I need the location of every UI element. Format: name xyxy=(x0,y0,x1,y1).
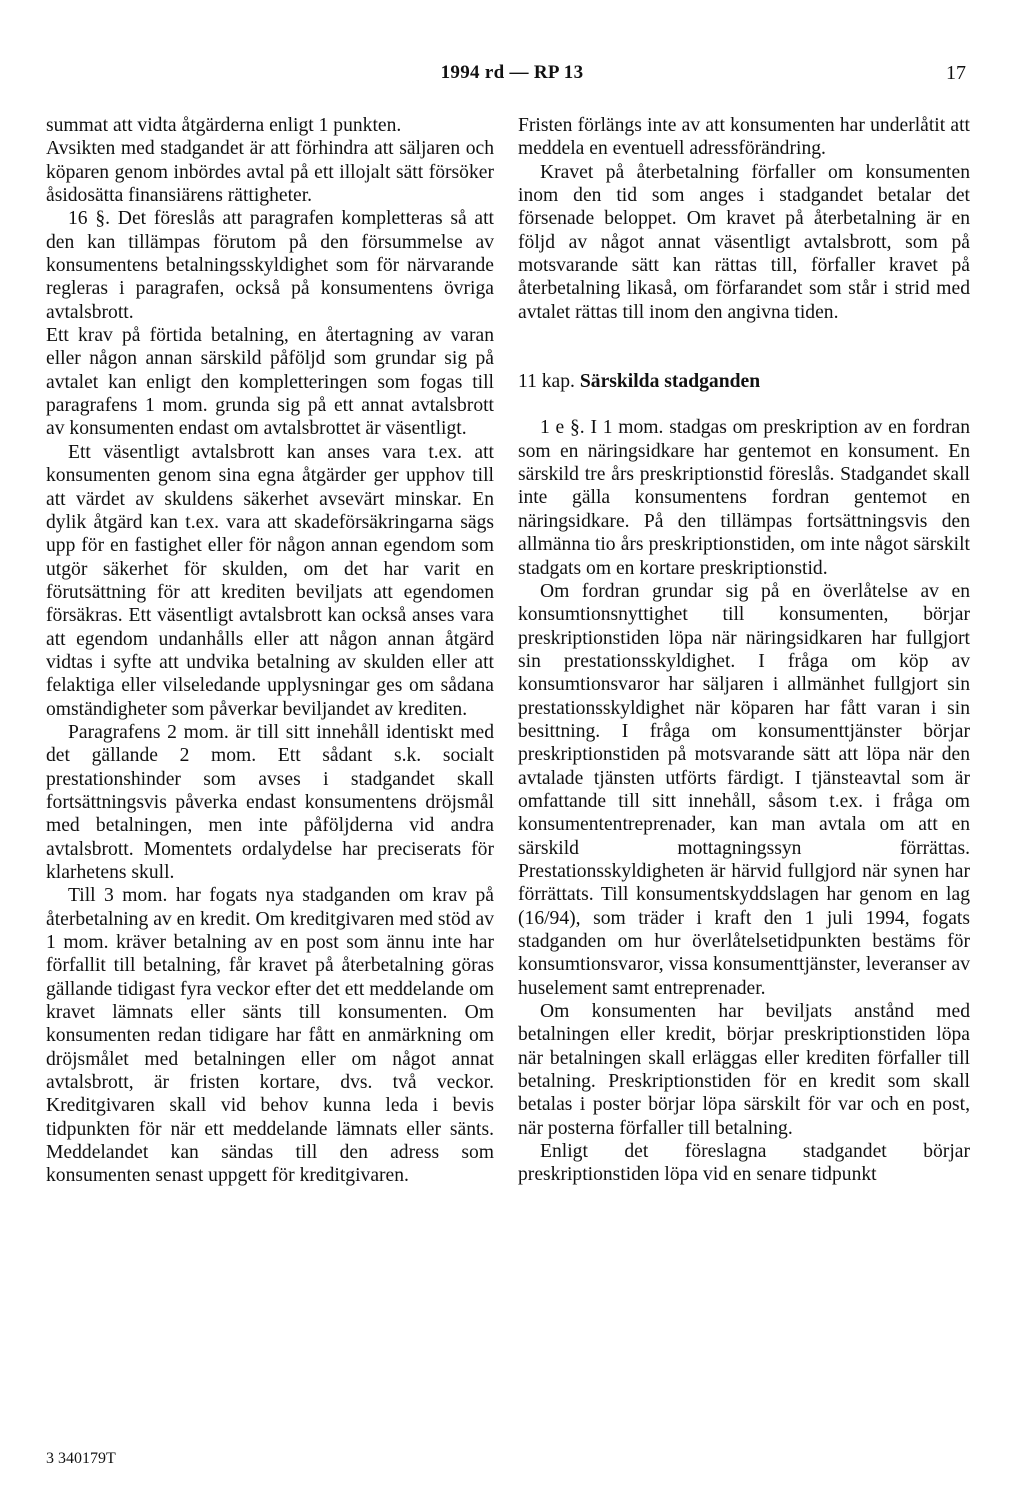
paragraph: Om konsumenten har beviljats anstånd med betalningen eller kredit, börjar preskriptionstiden löpa när betalningen skall erläggas eller krediten förfaller till betalning. Preskriptionstiden för en kredit som skall betalas i poster börjar löpa särskilt för var och en post, när posterna förfaller till betalning. xyxy=(518,1001,970,1139)
paragraph: 16 §. Det föreslås att paragrafen kompletteras så att den kan tillämpas förutom på den försummelse av konsumentens betalningsskyldighet som för närvarande regleras i paragrafen, också på konsumentens övriga avtalsbrott. xyxy=(46,208,494,323)
paragraph: Avsikten med stadgandet är att förhindra att säljaren och köparen genom inbördes avtal på ett illojalt sätt försöker åsidosätta finansiärens rättigheter. xyxy=(46,138,494,207)
page-number: 17 xyxy=(946,62,966,84)
paragraph: summat att vidta åtgärderna enligt 1 punkten. xyxy=(46,115,402,136)
page-header xyxy=(0,62,1024,92)
paragraph: Ett krav på förtida betalning, en återtagning av varan eller någon annan särskild påföljd som grundar sig på avtalet kan enligt den kompletteringen som fogas till paragrafens 1 mom. grunda sig på ett annat avtalsbrott av konsumenten endast om avtalsbrottet är väsentligt. xyxy=(46,325,494,440)
footer-print-code: 3 340179T xyxy=(46,1450,116,1467)
running-title: 1994 rd — RP 13 xyxy=(440,62,584,83)
paragraph: Kravet på återbetalning förfaller om konsumenten inom den tid som anges i stadgandet betalar det försenade beloppet. Om kravet på återbetalning är en följd av något annat väsentligt avtalsbrott, som på motsvarande sätt kan rättas till, förfaller kravet på återbetalning likaså, om förfarandet som står i strid med avtalet rättas till inom den angivna tiden. xyxy=(518,161,970,323)
section-heading xyxy=(518,370,970,393)
section-heading-title: Särskilda stadganden xyxy=(579,371,761,393)
paragraph: 1 e §. I 1 mom. stadgas om preskription av en fordran som en näringsidkare har gentemot en konsument. En särskild tre års preskriptionstid föreslås. Stadgandet skall inte gälla konsumentens fordran gentemot en näringsidkare. På den tillämpas fortsättningsvis den allmänna tio års preskriptionstiden, om inte något särskilt stadgats om en kortare preskriptionstid. xyxy=(518,417,970,579)
paragraph: Till 3 mom. har fogats nya stadganden om krav på återbetalning av en kredit. Om kreditgivaren med stöd av 1 mom. kräver betalning av en post som ännu inte har förfallit till betalning, får kravet på återbetalning göras gällande tidigast fyra veckor efter det ett meddelande om kravet lämnats eller sänts till konsumenten. Om konsumenten redan tidigare har fått en anmärkning om dröjsmålet med betalningen eller om något annat avtalsbrott, är fristen kortare, dvs. två veckor. Kreditgivaren skall vid behov kunna leda i bevis tidpunkten för när ett meddelande lämnats eller sänts. Meddelandet kan sändas till den adress som konsumenten senast uppgett för kreditgivaren. xyxy=(46,885,494,1187)
paragraph: Paragrafens 2 mom. är till sitt innehåll identiskt med det gällande 2 mom. Ett sådant s.k. socialt prestationshinder som avses i stadgandet skall fortsättningsvis påverka endast konsumentens dröjsmål med betalningen, men inte påföljderna vid andra avtalsbrott. Momentets ordalydelse har preciserats för klarhetens skull. xyxy=(46,721,494,883)
paragraph: Enligt det föreslagna stadgandet börjar preskriptionstiden löpa vid en senare tidpunkt xyxy=(518,1141,970,1186)
paragraph: Ett väsentligt avtalsbrott kan anses vara t.ex. att konsumenten genom sina egna åtgärder ger upphov till att värdet av skuldens säkerhet avsevärt minskar. En dylik åtgärd kan t.ex. vara att skadeförsäkringarna sägs upp för en fastighet eller för någon annan egendom som utgör säkerhet för skulden, om det har varit en förutsättning för att krediten beviljats att egendomen försäkras. Ett väsentligt avtalsbrott kan också anses vara att egendom undanhålls eller att någon annan åtgärd vidtas i syfte att undvika betalning av skulden eller att felaktiga eller vilseledande upplysningar ges om sådana omständigheter som påverkar beviljandet av krediten. xyxy=(46,441,494,720)
section-heading-number: 11 kap. xyxy=(518,371,575,393)
left-column xyxy=(46,114,494,1188)
paragraph: Om fordran grundar sig på en överlåtelse av en konsumtionsnyttighet till konsumenten, börjar preskriptionstiden löpa när näringsidkaren har fullgjort sin prestationsskyldighet. I fråga om köp av konsumtionsvaror har säljaren i allmänhet fullgjort sin prestationsskyldighet när köparen har fått varan i sin besittning. I fråga om konsumenttjänster börjar preskriptionstiden på motsvarande sätt att löpa när den avtalade tjänsten utförts färdigt. I tjänsteavtal som är omfattande till sitt innehåll, såsom t.ex. i fråga om konsumententreprenader, kan man avtala om att en särskild mottagningssyn förrättas. Prestationsskyldigheten är härvid fullgjord när synen har förrättats. Till konsumentskyddslagen har genom en lag (16/94), som träder i kraft den 1 juli 1994, fogats stadganden om hur överlåtelsetidpunkten bestäms för konsumtionsvaror, vissa konsumenttjänster, leveranser av huselement samt entreprenader. xyxy=(518,580,970,999)
right-column xyxy=(518,114,970,1187)
paragraph: Fristen förlängs inte av att konsumenten har underlåtit att meddela en eventuell adressförändring. xyxy=(518,115,970,160)
